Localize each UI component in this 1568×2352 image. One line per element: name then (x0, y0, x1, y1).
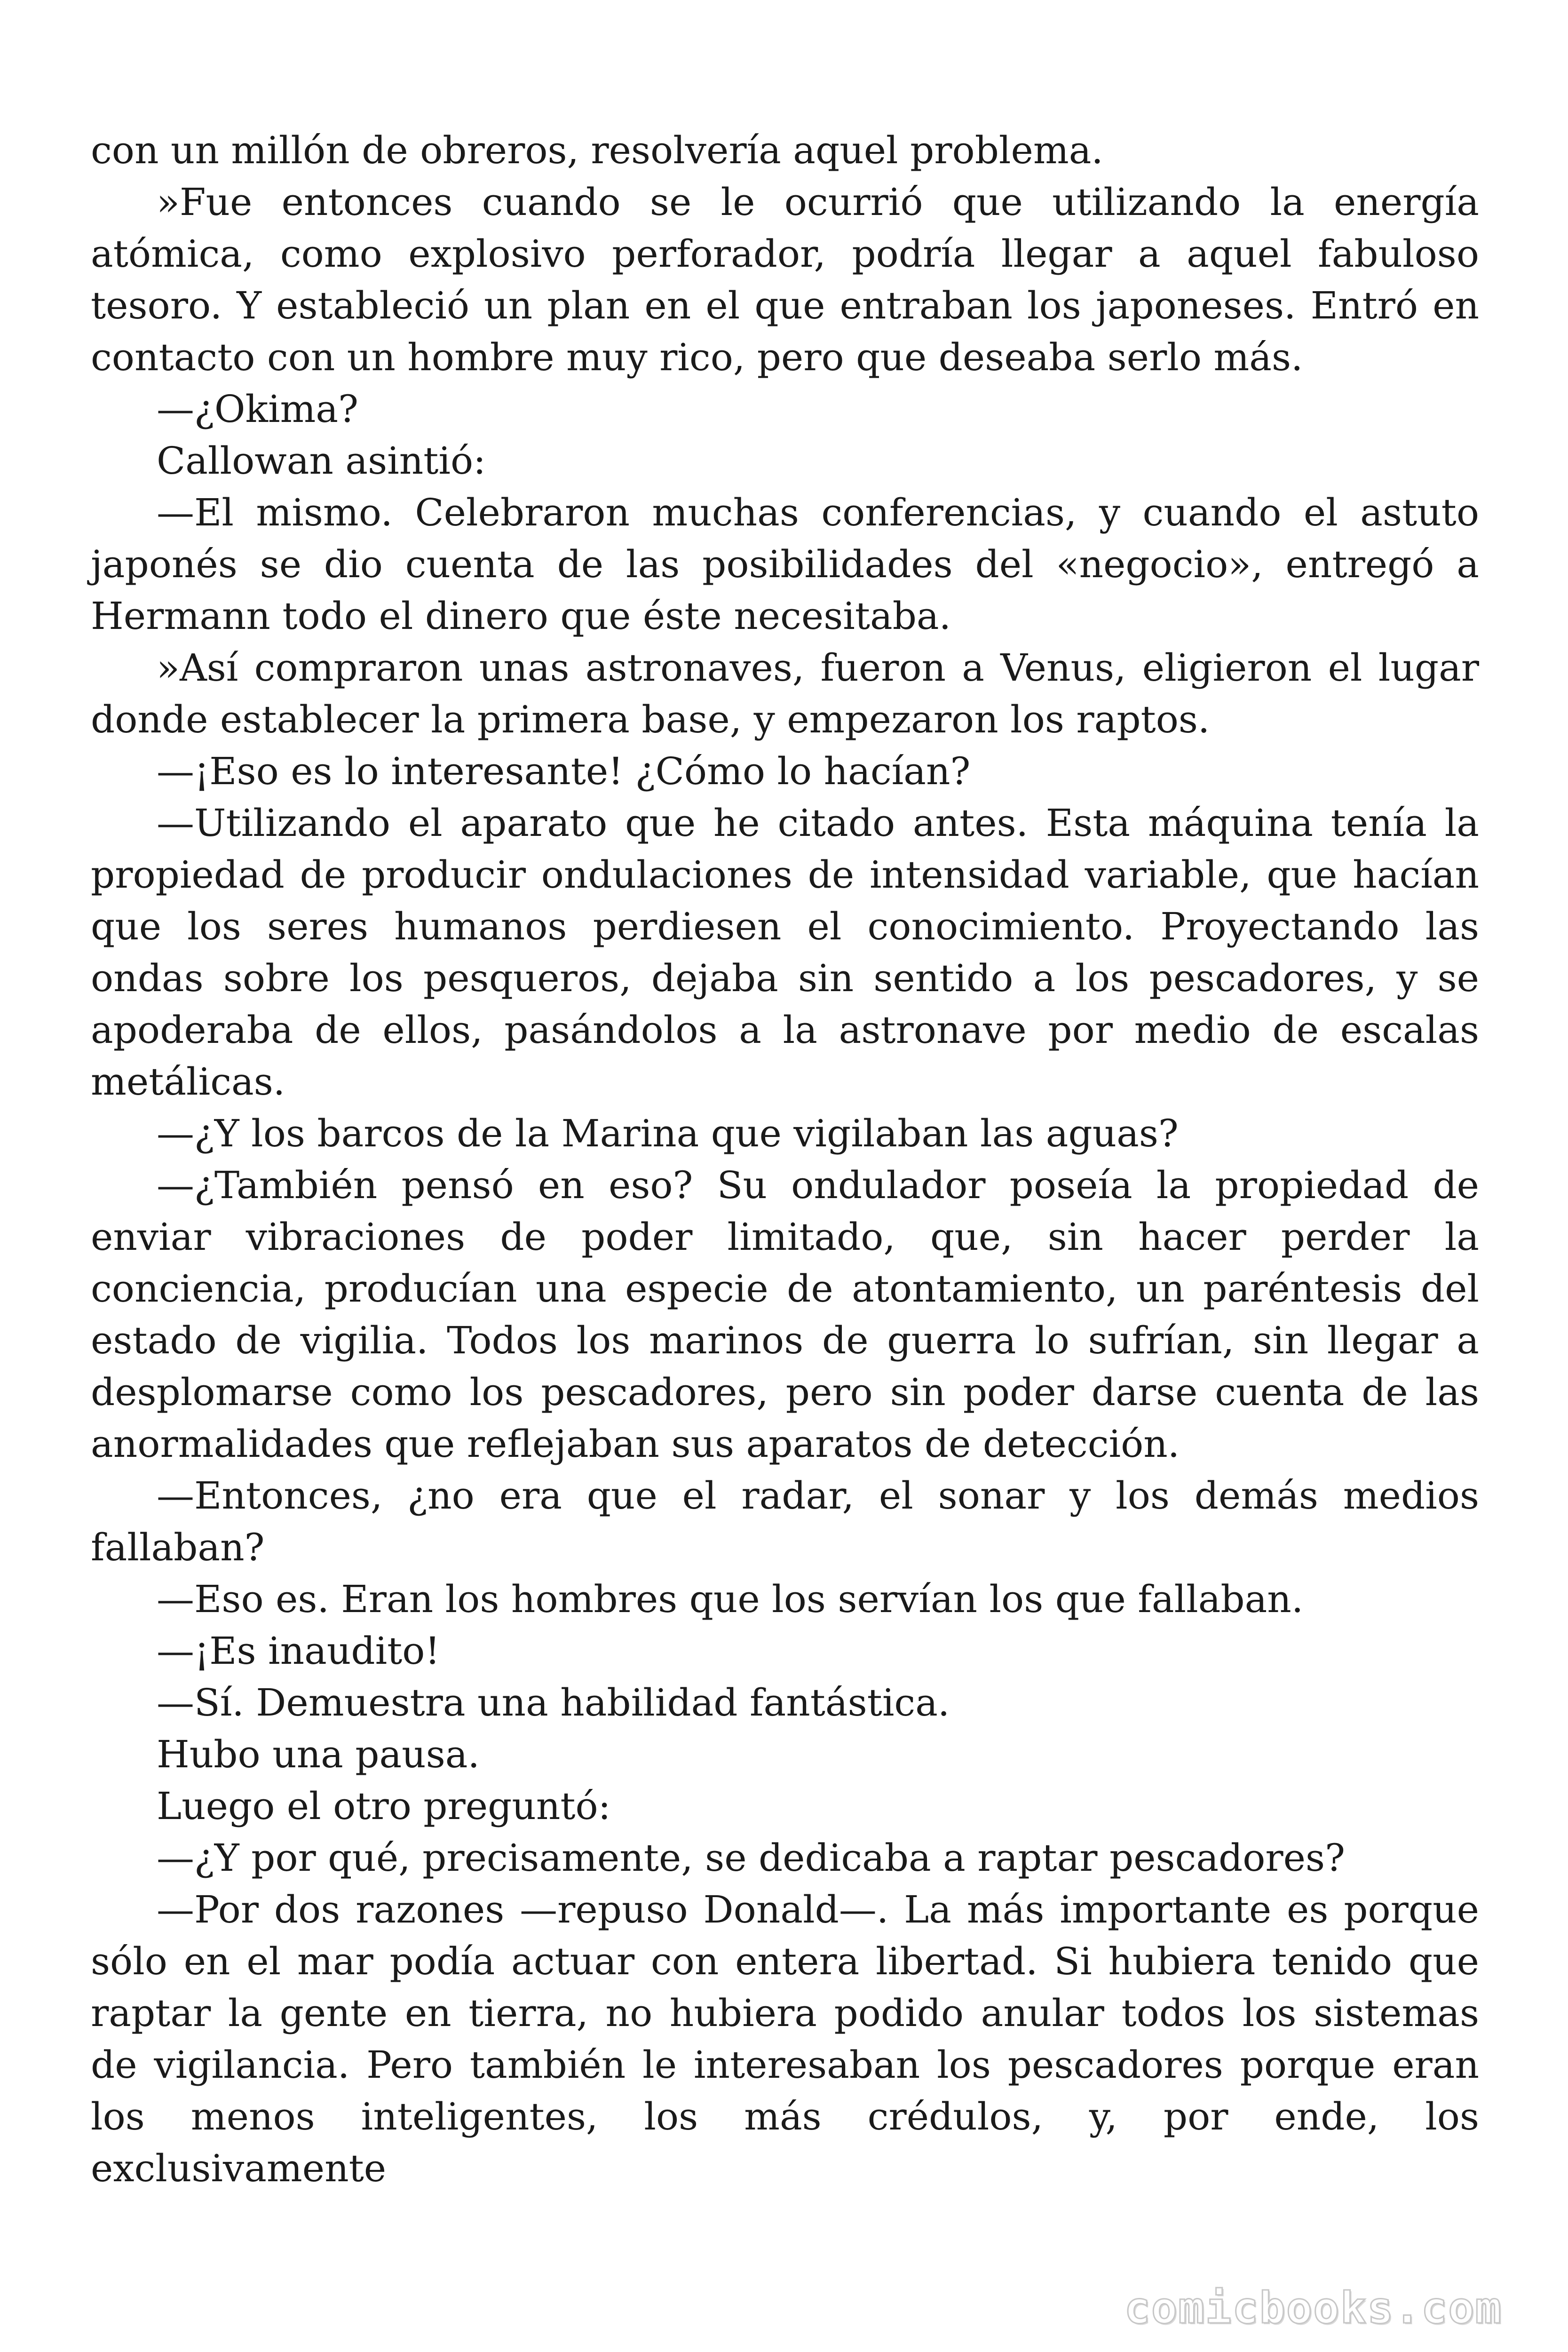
paragraph: —¿Y por qué, precisamente, se dedicaba a raptar pescadores? (157, 1836, 1345, 1880)
paragraph: —¿Okima? (157, 387, 358, 431)
page-text (91, 125, 1479, 2194)
watermark: comicbooks.com (1124, 2283, 1502, 2333)
paragraph: »Así compraron unas astronaves, fueron a Venus, eligieron el lugar donde establecer la primera base, y empezaron los raptos. (91, 646, 1479, 741)
paragraph: con un millón de obreros, resolvería aquel problema. (91, 128, 1103, 172)
paragraph: Callowan asintió: (157, 439, 486, 483)
paragraph: Luego el otro preguntó: (157, 1784, 611, 1828)
paragraph: —El mismo. Celebraron muchas conferencias, y cuando el astuto japonés se dio cuenta de las posibilidades del «negocio», entregó a Hermann todo el dinero que éste necesitaba. (91, 491, 1479, 638)
paragraph: »Fue entonces cuando se le ocurrió que utilizando la energía atómica, como explosivo perforador, podría llegar a aquel fabuloso tesoro. Y estableció un plan en el que entraban los japoneses. Entró en contacto con un hombre muy rico, pero que deseaba serlo más. (91, 180, 1479, 379)
paragraph: —Utilizando el aparato que he citado antes. Esta máquina tenía la propiedad de producir ondulaciones de intensidad variable, que hacían que los seres humanos perdiesen el conocimiento. Proyectando las ondas sobre los pesqueros, dejaba sin sentido a los pescadores, y se apoderaba de ellos, pasándolos a la astronave por medio de escalas metálicas. (91, 801, 1479, 1104)
paragraph: —¡Eso es lo interesante! ¿Cómo lo hacían? (157, 749, 971, 793)
paragraph: Hubo una pausa. (157, 1732, 480, 1776)
paragraph: —Entonces, ¿no era que el radar, el sonar y los demás medios fallaban? (91, 1474, 1479, 1569)
paragraph: —Eso es. Eran los hombres que los servían los que fallaban. (157, 1577, 1304, 1621)
paragraph: —Por dos razones —repuso Donald—. La más importante es porque sólo en el mar podía actuar con entera libertad. Si hubiera tenido que raptar la gente en tierra, no hubiera podido anular todos los sistemas de vigilancia. Pero también le interesaban los pescadores porque eran los menos inteligentes, los más crédulos, y, por ende, los exclusivamente (91, 1888, 1479, 2190)
paragraph: —¿Y los barcos de la Marina que vigilaban las aguas? (157, 1112, 1179, 1155)
paragraph: —Sí. Demuestra una habilidad fantástica. (157, 1681, 950, 1724)
paragraph: —¡Es inaudito! (157, 1629, 440, 1673)
paragraph: —¿También pensó en eso? Su ondulador poseía la propiedad de enviar vibraciones de poder limitado, que, sin hacer perder la conciencia, producían una especie de atontamiento, un paréntesis del estado de vigilia. Todos los marinos de guerra lo sufrían, sin llegar a desplomarse como los pescadores, pero sin poder darse cuenta de las anormalidades que reflejaban sus aparatos de detección. (91, 1163, 1479, 1466)
